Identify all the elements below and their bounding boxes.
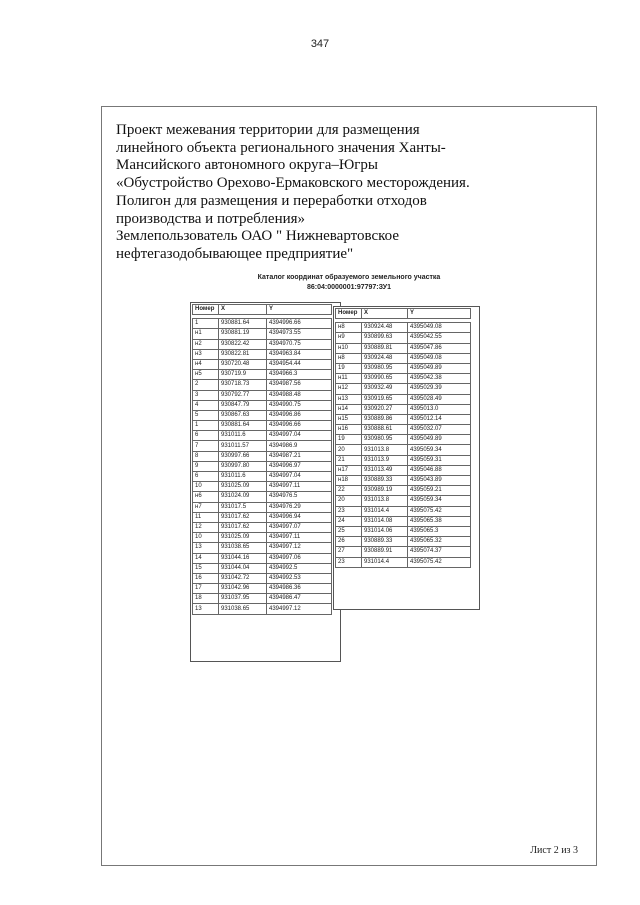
table-row	[336, 465, 471, 475]
table-row	[336, 323, 471, 333]
title-line: Землепользователь ОАО " Нижневартовское	[116, 228, 400, 245]
table-row	[193, 584, 332, 594]
y-coordinate-cell: 4395043.89	[408, 476, 471, 486]
point-number-cell: 27	[336, 547, 362, 557]
point-number-cell: 4	[193, 400, 219, 410]
title-line: «Обустройство Орехово-Ермаковского месторождения.	[116, 175, 470, 192]
x-coordinate-cell: 930899.63	[362, 333, 408, 343]
x-coordinate-cell: 931017.62	[219, 512, 267, 522]
table-row	[193, 553, 332, 563]
y-coordinate-cell: 4394992.5	[267, 563, 332, 573]
table-row	[193, 370, 332, 380]
x-coordinate-cell: 931014.08	[362, 516, 408, 526]
table-row	[193, 410, 332, 420]
y-coordinate-cell: 4394987.21	[267, 451, 332, 461]
y-coordinate-cell: 4395046.88	[408, 465, 471, 475]
table-row	[336, 394, 471, 404]
table-row	[193, 563, 332, 573]
y-coordinate-cell: 4395075.42	[408, 557, 471, 567]
point-number-cell: н2	[193, 339, 219, 349]
x-coordinate-cell: 930719.9	[219, 370, 267, 380]
y-coordinate-cell: 4395059.21	[408, 486, 471, 496]
y-coordinate-cell: 4394997.11	[267, 533, 332, 543]
point-number-cell: н3	[193, 349, 219, 359]
x-coordinate-cell: 930847.79	[219, 400, 267, 410]
point-number-cell: 16	[193, 573, 219, 583]
table-header-row	[336, 309, 471, 319]
point-number-cell: 20	[336, 445, 362, 455]
point-number-cell: 13	[193, 543, 219, 553]
point-number-cell: 2	[193, 380, 219, 390]
point-number-cell: 25	[336, 526, 362, 536]
table-row	[336, 343, 471, 353]
x-coordinate-cell: 930997.80	[219, 461, 267, 471]
x-coordinate-cell: 930932.49	[362, 384, 408, 394]
y-coordinate-cell: 4394996.66	[267, 319, 332, 329]
y-coordinate-cell: 4394973.55	[267, 329, 332, 339]
point-number-cell: 19	[336, 435, 362, 445]
x-coordinate-cell: 931014.4	[362, 557, 408, 567]
y-coordinate-cell: 4395059.31	[408, 455, 471, 465]
table-row	[193, 451, 332, 461]
x-coordinate-cell: 930718.73	[219, 380, 267, 390]
table-row	[336, 455, 471, 465]
x-coordinate-cell: 931025.09	[219, 533, 267, 543]
point-number-cell: н4	[193, 359, 219, 369]
y-coordinate-cell: 4395065.32	[408, 537, 471, 547]
table-row	[193, 380, 332, 390]
table-row	[193, 400, 332, 410]
table-row	[193, 339, 332, 349]
point-number-cell: 11	[193, 512, 219, 522]
x-coordinate-cell: 930990.65	[362, 374, 408, 384]
y-coordinate-cell: 4395074.37	[408, 547, 471, 557]
y-coordinate-cell: 4394997.04	[267, 472, 332, 482]
y-coordinate-cell: 4395032.07	[408, 425, 471, 435]
x-coordinate-cell: 930881.64	[219, 319, 267, 329]
table-row	[336, 537, 471, 547]
point-number-cell: н18	[336, 476, 362, 486]
table-row	[193, 594, 332, 604]
y-coordinate-cell: 4394954.44	[267, 359, 332, 369]
table-row	[193, 573, 332, 583]
table-row	[336, 476, 471, 486]
y-coordinate-cell: 4395047.86	[408, 343, 471, 353]
table-row	[193, 349, 332, 359]
y-coordinate-cell: 4394997.11	[267, 482, 332, 492]
x-coordinate-cell: 931037.95	[219, 594, 267, 604]
x-coordinate-cell: 931017.62	[219, 522, 267, 532]
point-number-cell: н17	[336, 465, 362, 475]
title-line: линейного объекта регионального значения Ханты-	[116, 139, 446, 156]
table-row	[193, 319, 332, 329]
point-number-cell: н10	[336, 343, 362, 353]
x-coordinate-cell: 931044.04	[219, 563, 267, 573]
y-coordinate-cell: 4394986.9	[267, 441, 332, 451]
y-coordinate-cell: 4395059.34	[408, 496, 471, 506]
x-coordinate-cell: 930980.95	[362, 435, 408, 445]
point-number-cell: н14	[336, 404, 362, 414]
table-row	[336, 496, 471, 506]
y-coordinate-cell: 4394987.56	[267, 380, 332, 390]
point-number-cell: н16	[336, 425, 362, 435]
point-number-cell: 6	[193, 431, 219, 441]
point-number-cell: 21	[336, 455, 362, 465]
y-coordinate-cell: 4395075.42	[408, 506, 471, 516]
x-coordinate-cell: 930881.19	[219, 329, 267, 339]
catalog-heading-line: Каталог координат образуемого земельного участка	[257, 274, 441, 281]
y-coordinate-cell: 4394992.53	[267, 573, 332, 583]
x-coordinate-cell: 930997.66	[219, 451, 267, 461]
y-coordinate-cell: 4395065.3	[408, 526, 471, 536]
table-row	[336, 486, 471, 496]
x-coordinate-cell: 930920.27	[362, 404, 408, 414]
table-row	[336, 414, 471, 424]
point-number-cell: н6	[193, 492, 219, 502]
x-coordinate-cell: 931013.8	[362, 496, 408, 506]
y-coordinate-cell: 4394996.66	[267, 421, 332, 431]
x-coordinate-cell: 930989.19	[362, 486, 408, 496]
x-coordinate-cell: 931013.9	[362, 455, 408, 465]
y-coordinate-cell: 4395065.38	[408, 516, 471, 526]
x-coordinate-cell: 931014.06	[362, 526, 408, 536]
point-number-cell: н7	[193, 502, 219, 512]
y-coordinate-cell: 4394996.97	[267, 461, 332, 471]
y-coordinate-cell: 4395049.89	[408, 435, 471, 445]
point-number-cell: н8	[336, 353, 362, 363]
point-number-cell: 20	[336, 496, 362, 506]
x-coordinate-cell: 930889.91	[362, 547, 408, 557]
table-row	[193, 533, 332, 543]
column-header-x: X	[219, 305, 267, 315]
x-coordinate-cell: 930822.42	[219, 339, 267, 349]
document-title	[116, 122, 586, 264]
table-body	[336, 319, 471, 568]
table-row	[193, 512, 332, 522]
coordinates-table-left	[190, 302, 341, 662]
table-row	[193, 502, 332, 512]
y-coordinate-cell: 4394997.07	[267, 522, 332, 532]
table-row	[336, 425, 471, 435]
column-header-y: Y	[408, 309, 471, 319]
point-number-cell: 23	[336, 557, 362, 567]
y-coordinate-cell: 4395042.38	[408, 374, 471, 384]
y-coordinate-cell: 4395028.49	[408, 394, 471, 404]
x-coordinate-cell: 930889.81	[362, 343, 408, 353]
table-row	[193, 482, 332, 492]
table-row	[193, 522, 332, 532]
y-coordinate-cell: 4394986.36	[267, 584, 332, 594]
y-coordinate-cell: 4395013.0	[408, 404, 471, 414]
table-row	[193, 472, 332, 482]
coordinates-table-right	[333, 306, 480, 610]
x-coordinate-cell: 931011.57	[219, 441, 267, 451]
y-coordinate-cell: 4394997.12	[267, 543, 332, 553]
x-coordinate-cell: 931042.96	[219, 584, 267, 594]
table-row	[336, 526, 471, 536]
x-coordinate-cell: 930924.48	[362, 353, 408, 363]
title-line: Проект межевания территории для размещения	[116, 122, 420, 138]
y-coordinate-cell: 4394976.5	[267, 492, 332, 502]
x-coordinate-cell: 930889.33	[362, 476, 408, 486]
y-coordinate-cell: 4394997.12	[267, 604, 332, 614]
table-row	[336, 363, 471, 373]
table-row	[193, 441, 332, 451]
table-row	[193, 604, 332, 614]
point-number-cell: 9	[193, 461, 219, 471]
y-coordinate-cell: 4395049.08	[408, 323, 471, 333]
x-coordinate-cell: 931038.65	[219, 604, 267, 614]
table-row	[336, 384, 471, 394]
y-coordinate-cell: 4395042.55	[408, 333, 471, 343]
point-number-cell: 14	[193, 553, 219, 563]
x-coordinate-cell: 931044.16	[219, 553, 267, 563]
point-number-cell: 10	[193, 482, 219, 492]
page-number: 347	[310, 38, 330, 50]
point-number-cell: 23	[336, 506, 362, 516]
point-number-cell: 6	[193, 472, 219, 482]
x-coordinate-cell: 931013.49	[362, 465, 408, 475]
point-number-cell: н15	[336, 414, 362, 424]
x-coordinate-cell: 931011.6	[219, 431, 267, 441]
title-line: производства и потребления»	[116, 210, 306, 227]
x-coordinate-cell: 930792.77	[219, 390, 267, 400]
x-coordinate-cell: 930980.95	[362, 363, 408, 373]
point-number-cell: 8	[193, 451, 219, 461]
point-number-cell: 26	[336, 537, 362, 547]
point-number-cell: 12	[193, 522, 219, 532]
x-coordinate-cell: 931011.6	[219, 472, 267, 482]
table-row	[336, 435, 471, 445]
x-coordinate-cell: 931013.8	[362, 445, 408, 455]
table-row	[193, 329, 332, 339]
point-number-cell: 7	[193, 441, 219, 451]
point-number-cell: 22	[336, 486, 362, 496]
point-number-cell: н9	[336, 333, 362, 343]
point-number-cell: 24	[336, 516, 362, 526]
x-coordinate-cell: 931038.65	[219, 543, 267, 553]
y-coordinate-cell: 4394970.75	[267, 339, 332, 349]
table-row	[336, 516, 471, 526]
y-coordinate-cell: 4394996.86	[267, 410, 332, 420]
y-coordinate-cell: 4394986.47	[267, 594, 332, 604]
sheet-label: Лист 2 из 3	[530, 845, 578, 856]
x-coordinate-cell: 931025.09	[219, 482, 267, 492]
table-body	[193, 315, 332, 614]
x-coordinate-cell: 930889.86	[362, 414, 408, 424]
table-row	[193, 461, 332, 471]
x-coordinate-cell: 930867.63	[219, 410, 267, 420]
column-header-number: Номер	[193, 305, 219, 315]
column-header-x: X	[362, 309, 408, 319]
y-coordinate-cell: 4394997.06	[267, 553, 332, 563]
table-row	[193, 492, 332, 502]
y-coordinate-cell: 4395049.08	[408, 353, 471, 363]
point-number-cell: 18	[193, 594, 219, 604]
x-coordinate-cell: 930889.33	[362, 537, 408, 547]
column-header-number: Номер	[336, 309, 362, 319]
point-number-cell: 19	[336, 363, 362, 373]
document-frame	[101, 106, 597, 866]
point-number-cell: н11	[336, 374, 362, 384]
cadastral-number: 86:04:0000001:97797:ЗУ1	[307, 284, 391, 291]
x-coordinate-cell: 930888.61	[362, 425, 408, 435]
table-row	[193, 543, 332, 553]
y-coordinate-cell: 4394997.04	[267, 431, 332, 441]
table-row	[336, 404, 471, 414]
point-number-cell: 3	[193, 390, 219, 400]
point-number-cell: 15	[193, 563, 219, 573]
x-coordinate-cell: 931014.4	[362, 506, 408, 516]
column-header-y: Y	[267, 305, 332, 315]
x-coordinate-cell: 930919.65	[362, 394, 408, 404]
x-coordinate-cell: 931042.72	[219, 573, 267, 583]
table-row	[336, 374, 471, 384]
y-coordinate-cell: 4394996.94	[267, 512, 332, 522]
y-coordinate-cell: 4394988.48	[267, 390, 332, 400]
point-number-cell: н5	[193, 370, 219, 380]
point-number-cell: н1	[193, 329, 219, 339]
y-coordinate-cell: 4395059.34	[408, 445, 471, 455]
table-row	[336, 333, 471, 343]
x-coordinate-cell: 930720.48	[219, 359, 267, 369]
table-row	[193, 431, 332, 441]
point-number-cell: н13	[336, 394, 362, 404]
x-coordinate-cell: 931017.5	[219, 502, 267, 512]
point-number-cell: н8	[336, 323, 362, 333]
y-coordinate-cell: 4395012.14	[408, 414, 471, 424]
y-coordinate-cell: 4394976.29	[267, 502, 332, 512]
y-coordinate-cell: 4394966.3	[267, 370, 332, 380]
table-row	[336, 506, 471, 516]
y-coordinate-cell: 4395029.39	[408, 384, 471, 394]
point-number-cell: 17	[193, 584, 219, 594]
table-row	[193, 359, 332, 369]
y-coordinate-cell: 4395049.89	[408, 363, 471, 373]
table-row	[193, 421, 332, 431]
table-header-row	[193, 305, 332, 315]
x-coordinate-cell: 931024.09	[219, 492, 267, 502]
catalog-heading	[102, 273, 596, 293]
table-row	[336, 353, 471, 363]
x-coordinate-cell: 930924.48	[362, 323, 408, 333]
point-number-cell: 1	[193, 421, 219, 431]
table-row	[336, 445, 471, 455]
point-number-cell: н12	[336, 384, 362, 394]
x-coordinate-cell: 930881.64	[219, 421, 267, 431]
point-number-cell: 13	[193, 604, 219, 614]
title-line: нефтегазодобывающее предприятие"	[116, 245, 354, 262]
table-row	[193, 390, 332, 400]
point-number-cell: 10	[193, 533, 219, 543]
point-number-cell: 5	[193, 410, 219, 420]
x-coordinate-cell: 930822.81	[219, 349, 267, 359]
y-coordinate-cell: 4394963.84	[267, 349, 332, 359]
table-row	[336, 557, 471, 567]
table-row	[336, 547, 471, 557]
y-coordinate-cell: 4394990.75	[267, 400, 332, 410]
title-line: Полигон для размещения и переработки отходов	[116, 192, 427, 209]
title-line: Мансийского автономного округа–Югры	[116, 157, 379, 174]
point-number-cell: 1	[193, 319, 219, 329]
